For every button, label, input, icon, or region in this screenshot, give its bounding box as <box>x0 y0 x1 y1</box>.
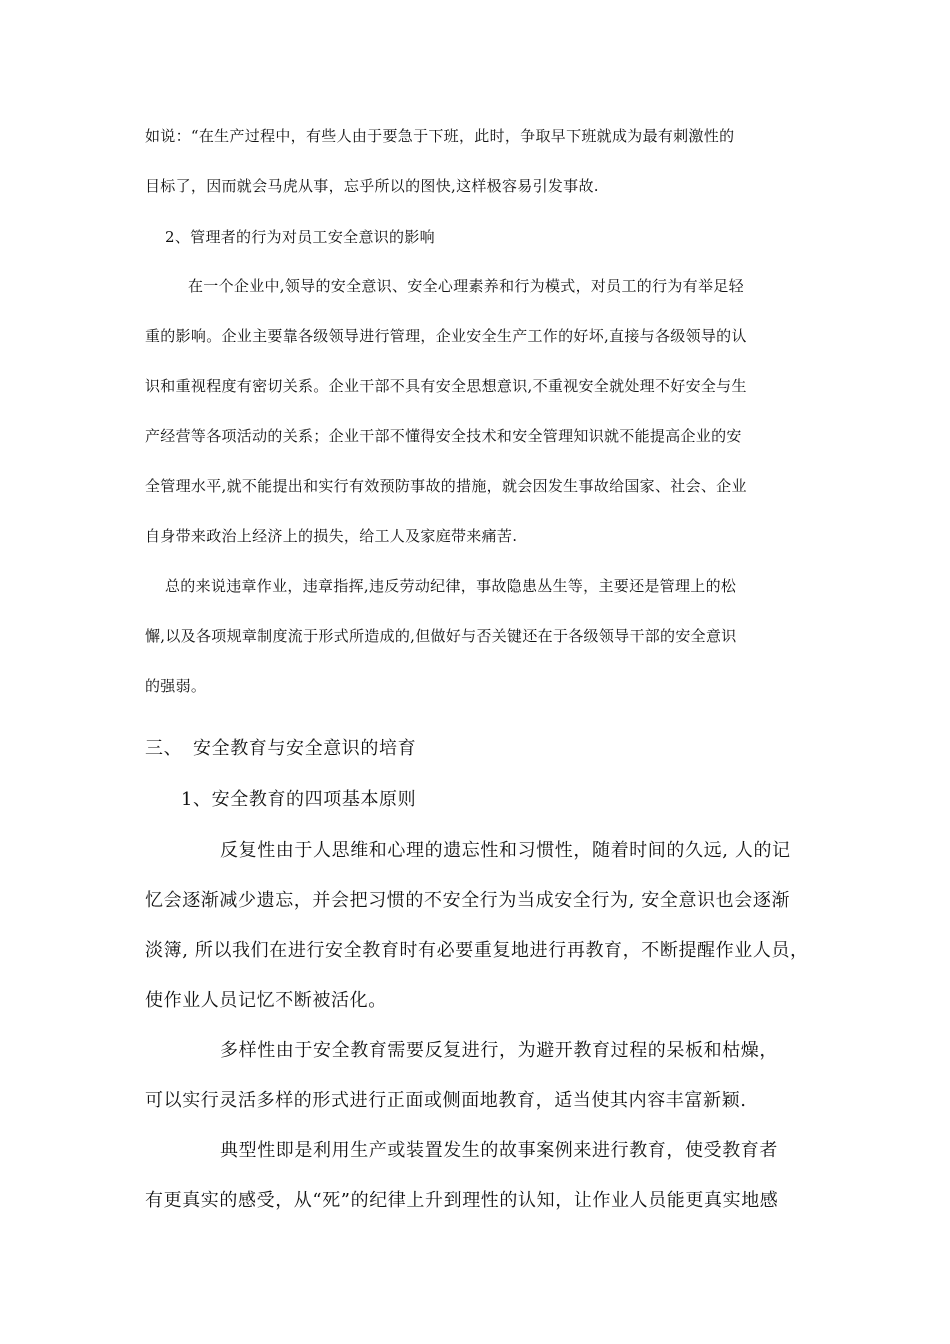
section-number: 三、 <box>145 738 183 759</box>
subsection-heading: 2、管理者的行为对员工安全意识的影响 <box>165 228 435 246</box>
paragraph-line: 全管理水平,就不能提出和实行有效预防事故的措施，就会因发生事故给国家、社会、企业 <box>145 477 747 495</box>
paragraph-line: 总的来说违章作业，违章指挥,违反劳动纪律，事故隐患丛生等，主要还是管理上的松 <box>165 577 737 595</box>
paragraph-line: 典型性即是利用生产或装置发生的故事案例来进行教育，使受教育者 <box>220 1140 778 1161</box>
section-title: 安全教育与安全意识的培育 <box>193 738 417 759</box>
paragraph-line: 的强弱。 <box>145 677 207 695</box>
paragraph-line: 识和重视程度有密切关系。企业干部不具有安全思想意识,不重视安全就处理不好安全与生 <box>145 377 747 395</box>
paragraph-line: 如说：“在生产过程中，有些人由于要急于下班，此时，争取早下班就成为最有刺激性的 <box>145 127 735 145</box>
paragraph-line: 多样性由于安全教育需要反复进行，为避开教育过程的呆板和枯燥， <box>220 1040 778 1061</box>
paragraph-line: 目标了，因而就会马虎从事，忘乎所以的图快,这样极容易引发事故. <box>145 177 599 195</box>
paragraph-line: 使作业人员记忆不断被活化。 <box>145 990 387 1011</box>
paragraph-line: 反复性由于人思维和心理的遗忘性和习惯性，随着时间的久远, 人的记 <box>220 840 791 861</box>
paragraph-line: 懈,以及各项规章制度流于形式所造成的,但做好与否关键还在于各级领导干部的安全意识 <box>145 627 737 645</box>
paragraph-line: 有更真实的感受，从“死”的纪律上升到理性的认知，让作业人员能更真实地感 <box>145 1190 779 1211</box>
paragraph-line: 忆会逐渐减少遗忘，并会把习惯的不安全行为当成安全行为, 安全意识也会逐渐 <box>145 890 791 911</box>
paragraph-line: 产经营等各项活动的关系；企业干部不懂得安全技术和安全管理知识就不能提高企业的安 <box>145 427 742 445</box>
subsection-heading: 1、安全教育的四项基本原则 <box>181 789 417 810</box>
paragraph-line: 重的影响。企业主要靠各级领导进行管理，企业安全生产工作的好坏,直接与各级领导的认 <box>145 327 747 345</box>
paragraph-line: 可以实行灵活多样的形式进行正面或侧面地教育，适当使其内容丰富新颖. <box>145 1090 747 1111</box>
paragraph-line: 淡簿, 所以我们在进行安全教育时有必要重复地进行再教育，不断提醒作业人员， <box>145 940 809 961</box>
paragraph-line: 在一个企业中,领导的安全意识、安全心理素养和行为模式，对员工的行为有举足轻 <box>188 277 744 295</box>
paragraph-line: 自身带来政治上经济上的损失，给工人及家庭带来痛苦. <box>145 527 518 545</box>
